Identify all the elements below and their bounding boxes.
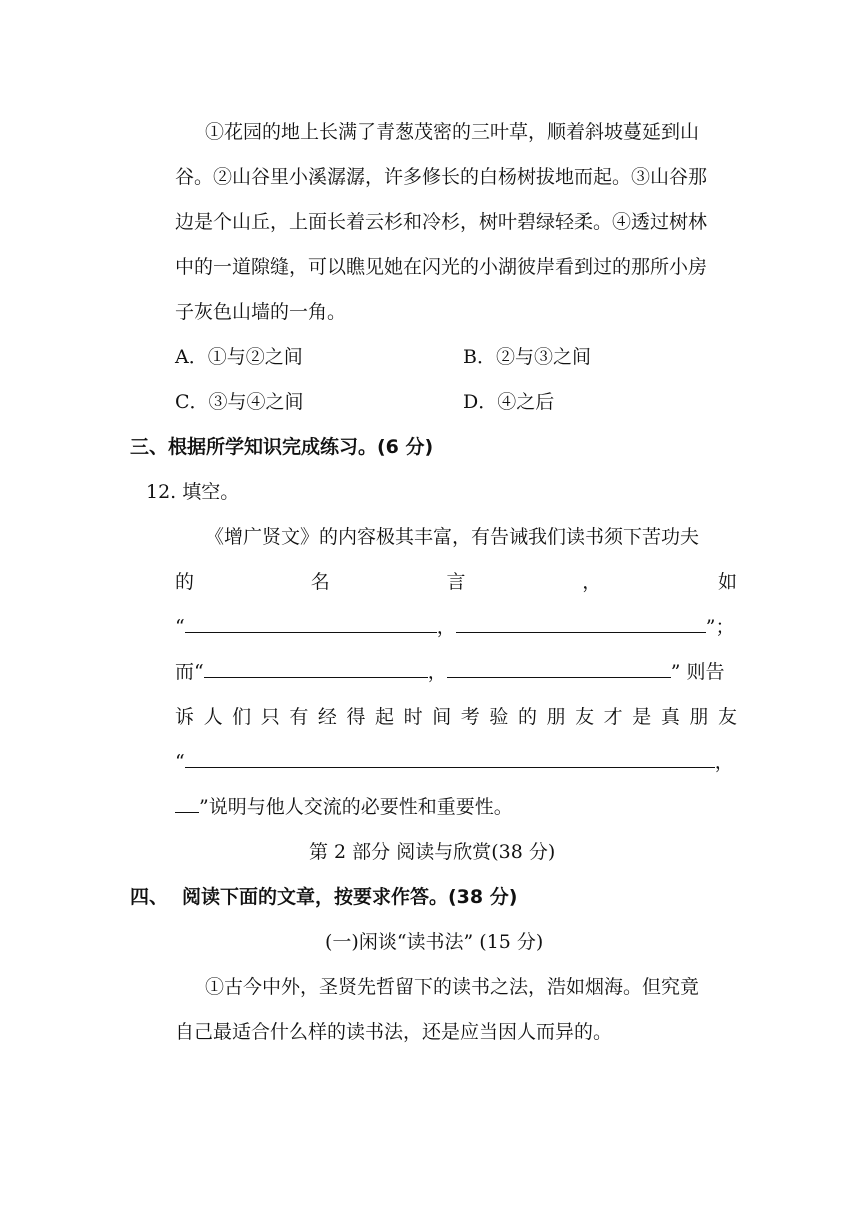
q12-line-5 — [175, 702, 737, 729]
option-c: C．③与④之间 — [175, 391, 304, 413]
char: 有 — [289, 706, 309, 728]
passage-line-3: 边是个山丘，上面长着云杉和冷杉，树叶碧绿轻柔。④透过树林 — [175, 211, 708, 233]
char: 间 — [432, 706, 452, 728]
char: 的 — [175, 571, 195, 593]
char: 言 — [446, 571, 466, 593]
question-12-label: 12. 填空。 — [146, 481, 240, 503]
q12-line-6 — [175, 747, 734, 774]
section-4-number: 四、 — [130, 886, 169, 908]
char: 考 — [460, 706, 480, 728]
q12-line-1: 《增广贤文》的内容极其丰富，有告诫我们读书须下苦功夫 — [205, 526, 700, 548]
blank-1[interactable] — [185, 612, 437, 633]
part-2-heading: 第 2 部分 阅读与欣赏(38 分) — [309, 841, 556, 863]
q12-line-7 — [175, 792, 513, 819]
char: 起 — [375, 706, 395, 728]
char: 是 — [632, 706, 652, 728]
blank-2[interactable] — [456, 612, 706, 633]
passage-line-2: 谷。②山谷里小溪潺潺，许多修长的白杨树拔地而起。③山谷那 — [175, 166, 708, 188]
char: 名 — [310, 571, 330, 593]
line-7-text: ”说明与他人交流的必要性和重要性。 — [199, 796, 513, 818]
article-para-line-1: ①古今中外，圣贤先哲留下的读书之法，浩如烟海。但究竟 — [205, 976, 700, 998]
char: 人 — [203, 706, 223, 728]
close-quote: ” 则告 — [670, 661, 725, 683]
passage-line-4: 中的一道隙缝，可以瞧见她在闪光的小湖彼岸看到过的那所小房 — [175, 256, 708, 278]
comma: ， — [714, 751, 734, 773]
char: 的 — [517, 706, 537, 728]
comma: ， — [436, 616, 456, 638]
char: 朋 — [546, 706, 566, 728]
open-quote: 而“ — [175, 661, 204, 683]
open-quote: “ — [175, 616, 185, 638]
q12-line-3 — [175, 612, 734, 639]
q12-line-4 — [175, 657, 725, 684]
char: 时 — [403, 706, 423, 728]
char: 得 — [346, 706, 366, 728]
char: 经 — [317, 706, 337, 728]
article-para-line-2: 自己最适合什么样的读书法，还是应当因人而异的。 — [175, 1021, 613, 1043]
char: 才 — [603, 706, 623, 728]
char: 诉 — [175, 706, 195, 728]
comma: ， — [427, 661, 447, 683]
section-3-heading: 三、根据所学知识完成练习。(6 分) — [130, 436, 434, 458]
char: 真 — [660, 706, 680, 728]
passage-line-1: ①花园的地上长满了青葱茂密的三叶草，顺着斜坡蔓延到山 — [205, 121, 700, 143]
char: 们 — [232, 706, 252, 728]
option-a: A．①与②之间 — [175, 346, 303, 368]
char: 朋 — [689, 706, 709, 728]
option-d: D．④之后 — [463, 391, 555, 413]
char: 友 — [717, 706, 737, 728]
blank-6[interactable] — [175, 792, 199, 813]
char: 如 — [717, 571, 737, 593]
blank-5[interactable] — [185, 747, 715, 768]
char: 友 — [575, 706, 595, 728]
char: ， — [582, 571, 602, 593]
section-4-heading: 阅读下面的文章，按要求作答。(38 分) — [182, 886, 518, 908]
char: 只 — [260, 706, 280, 728]
blank-3[interactable] — [204, 657, 428, 678]
option-b: B．②与③之间 — [463, 346, 591, 368]
passage-line-5: 子灰色山墙的一角。 — [175, 301, 347, 323]
char: 验 — [489, 706, 509, 728]
article-subtitle: (一)闲谈“读书法” (15 分) — [325, 931, 544, 953]
open-quote: “ — [175, 751, 185, 773]
blank-4[interactable] — [447, 657, 671, 678]
q12-line-2 — [175, 567, 737, 594]
close-quote: ”； — [705, 616, 735, 638]
